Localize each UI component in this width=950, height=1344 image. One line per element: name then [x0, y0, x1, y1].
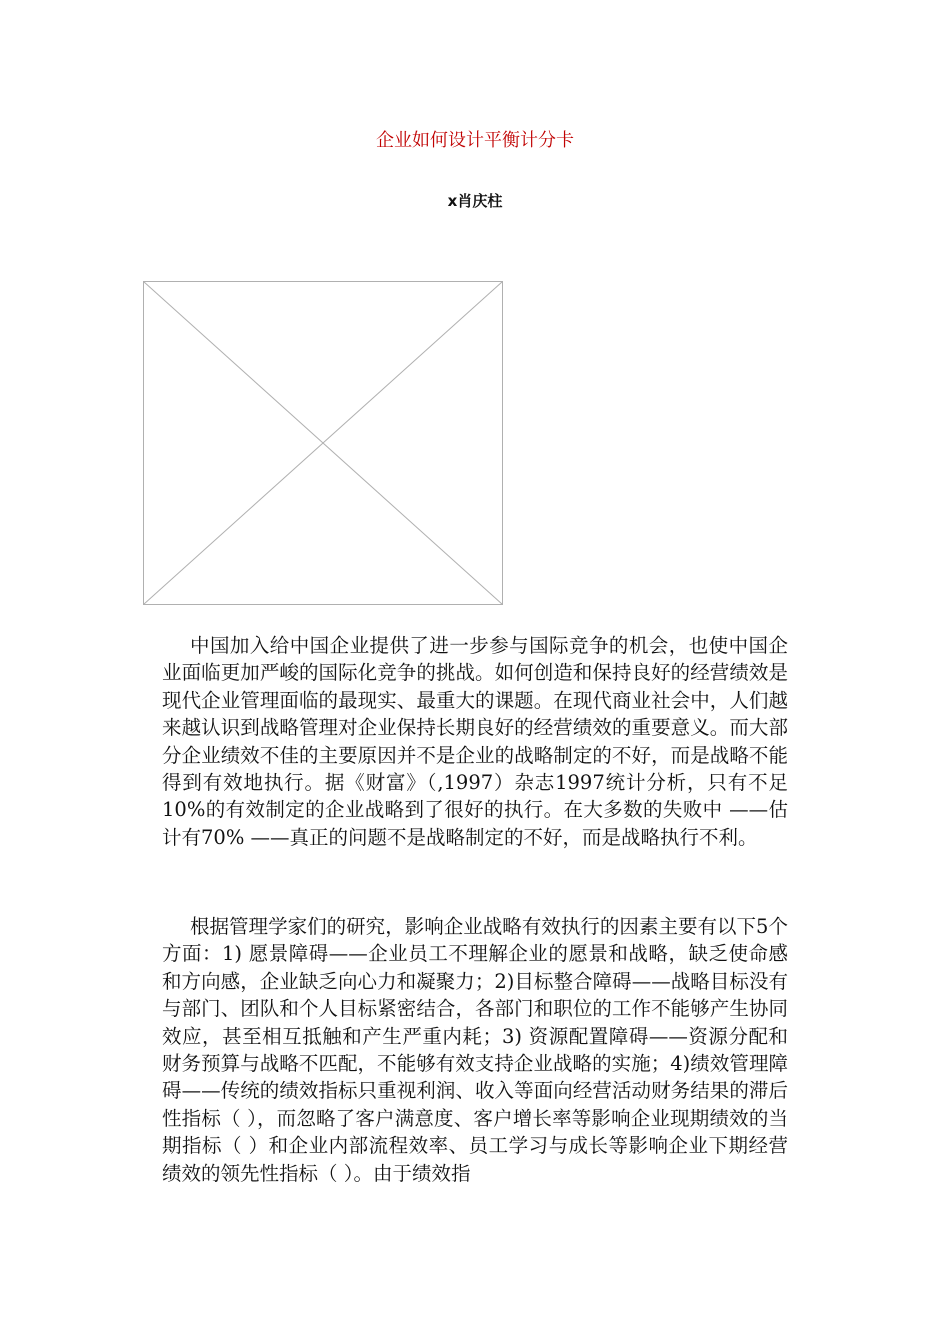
document-author: x肖庆柱 — [447, 192, 503, 210]
document-title: 企业如何设计平衡计分卡 — [376, 130, 574, 151]
body-paragraph: 中国加入给中国企业提供了进一步参与国际竞争的机会，也使中国企业面临更加严峻的国际化竞争的挑战。如何创造和保持良好的经营绩效是现代企业管理面临的最现实、最重大的课题。在现代商业社会中，人们越来越认识到战略管理对企业保持长期良好的经营绩效的重要意义。而大部分企业绩效不佳的主要原因并不是企业的战略制定的不好，而是战略不能得到有效地执行。据《财富》（,1997）杂志1997统计分析，只有不足10%的有效制定的企业战略到了很好的执行。在大多数的失败中 ——估计有70% ——真正的问题不是战略制定的不好，而是战略执行不利。 — [162, 634, 788, 849]
broken-image-icon — [143, 281, 503, 605]
missing-image-placeholder — [143, 281, 503, 605]
body-paragraph: 根据管理学家们的研究，影响企业战略有效执行的因素主要有以下5个方面：1) 愿景障碍——企业员工不理解企业的愿景和战略，缺乏使命感和方向感，企业缺乏向心力和凝聚力；2)目标整合障碍——战略目标没有与部门、团队和个人目标紧密结合，各部门和职位的工作不能够产生协同效应，甚至相互抵触和产生严重内耗；3) 资源配置障碍——资源分配和财务预算与战略不匹配，不能够有效支持企业战略的实施；4)绩效管理障碍——传统的绩效指标只重视利润、收入等面向经营活动财务结果的滞后性指标（ ），而忽略了客户满意度、客户增长率等影响企业现期绩效的当期指标（ ）和企业内部流程效率、员工学习与成长等影响企业下期经营绩效的领先性指标（ ）。由于绩效指 — [162, 915, 788, 1185]
